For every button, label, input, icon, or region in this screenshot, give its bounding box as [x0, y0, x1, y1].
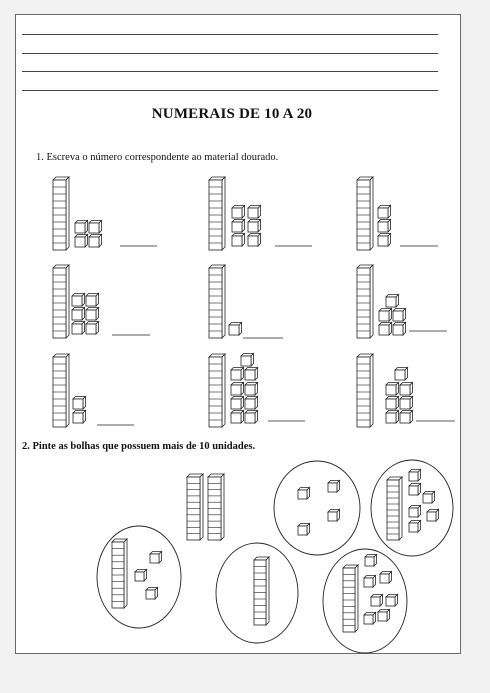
unit-cube [423, 492, 435, 504]
ten-rod-block [209, 177, 225, 250]
unit-cube [298, 524, 310, 536]
unit-cube [386, 295, 399, 308]
ten-rod-block [53, 177, 69, 250]
unit-cube [245, 397, 258, 410]
ten-rod-block [112, 539, 127, 608]
unit-cube [400, 411, 413, 424]
unit-cube [409, 484, 421, 496]
unit-cube [248, 234, 261, 247]
ten-rod-block [53, 354, 69, 427]
question-2: 2. Pinte as bolhas que possuem mais de 10 unidades. [22, 441, 256, 452]
unit-cube [409, 521, 421, 533]
unit-cube [72, 294, 85, 307]
ten-rod-block [357, 177, 373, 250]
unit-cube [393, 323, 406, 336]
unit-cube [86, 308, 99, 321]
unit-cube [364, 613, 376, 625]
unit-cube [393, 309, 406, 322]
unit-cube [364, 576, 376, 588]
question-1: 1. Escreva o número correspondente ao material dourado. [36, 152, 279, 163]
unit-cube [245, 368, 258, 381]
unit-cube [86, 322, 99, 335]
unit-cube [232, 206, 245, 219]
unit-cube [241, 354, 254, 367]
unit-cube [135, 570, 147, 582]
ten-rod-block [208, 474, 224, 540]
unit-cube [378, 220, 391, 233]
ten-rod-block [53, 265, 69, 338]
unit-cube [245, 411, 258, 424]
unit-cube [248, 206, 261, 219]
unit-cube [229, 323, 242, 336]
unit-cube [386, 397, 399, 410]
unit-cube [400, 397, 413, 410]
unit-cube [245, 383, 258, 396]
unit-cube [395, 368, 408, 381]
unit-cube [386, 383, 399, 396]
unit-cube [328, 481, 340, 493]
unit-cube [378, 610, 390, 622]
unit-cube [72, 322, 85, 335]
unit-cube [365, 555, 377, 567]
unit-cube [378, 206, 391, 219]
unit-cube [379, 309, 392, 322]
unit-cube [400, 383, 413, 396]
bubble[interactable] [274, 461, 360, 555]
unit-cube [380, 572, 392, 584]
unit-cube [72, 308, 85, 321]
unit-cube [371, 595, 383, 607]
unit-cube [378, 234, 391, 247]
unit-cube [89, 221, 102, 234]
unit-cube [73, 411, 86, 424]
ten-rod-block [357, 265, 373, 338]
unit-cube [73, 397, 86, 410]
unit-cube [86, 294, 99, 307]
unit-cube [409, 506, 421, 518]
unit-cube [409, 470, 421, 482]
unit-cube [232, 220, 245, 233]
ten-rod-block [343, 565, 358, 632]
ten-rod-block [209, 265, 225, 338]
ten-rod-block [254, 557, 269, 625]
unit-cube [379, 323, 392, 336]
unit-cube [328, 510, 340, 522]
unit-cube [231, 397, 244, 410]
unit-cube [298, 488, 310, 500]
unit-cube [231, 368, 244, 381]
unit-cube [231, 383, 244, 396]
ten-rod-block [209, 354, 225, 427]
unit-cube [248, 220, 261, 233]
unit-cube [146, 588, 158, 600]
unit-cube [232, 234, 245, 247]
ten-rod-block [387, 477, 402, 540]
unit-cube [386, 411, 399, 424]
unit-cube [89, 235, 102, 248]
unit-cube [231, 411, 244, 424]
unit-cube [386, 595, 398, 607]
ten-rod-block [357, 354, 373, 427]
unit-cube [150, 552, 162, 564]
worksheet-title: NUMERAIS DE 10 A 20 [151, 106, 313, 122]
unit-cube [75, 235, 88, 248]
ten-rod-block [187, 474, 203, 540]
unit-cube [427, 510, 439, 522]
unit-cube [75, 221, 88, 234]
